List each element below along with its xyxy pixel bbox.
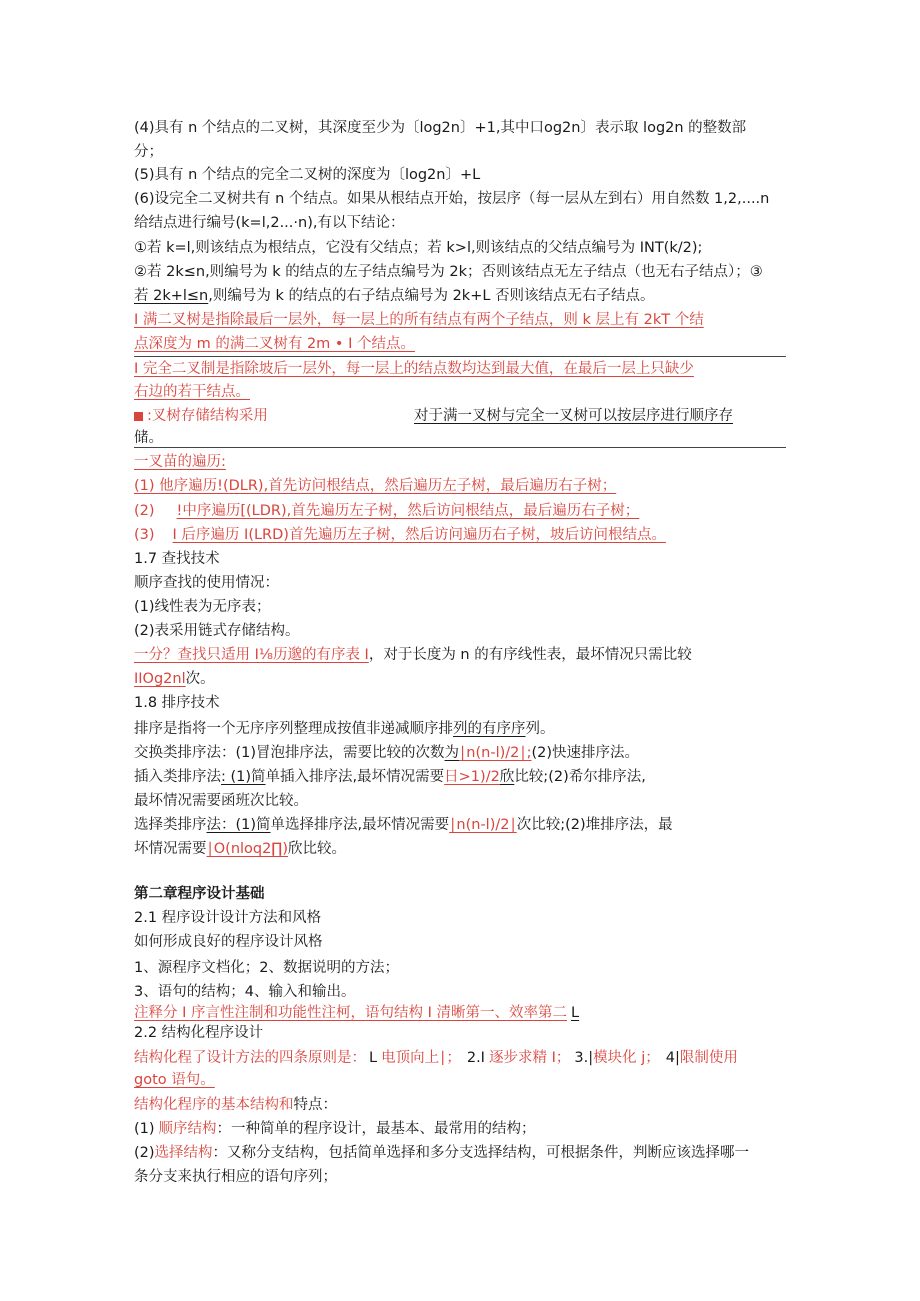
highlighted-line: 一叉苗的遍历: [134,454,226,470]
highlighted-line [134,500,639,522]
highlighted-line: (1) 他序遍历!(DLR),首先访问根结点，然后遍历左子树，最后遍历右子树； [134,478,617,494]
underlined-text: 列的有序序 [453,721,526,737]
highlighted-text: 选择结构 [154,1145,213,1161]
underlined-text: 若 2k+l≤n [134,288,209,304]
highlighted-text: 日>1)/2 [444,769,500,785]
text-span: 排序是指将一个无序序列整理成按值非递减顺序排 [134,721,453,737]
text-line: 如何形成良好的程序设计风格 [134,934,323,950]
divider [134,447,786,448]
text-span: 3.| [574,1050,594,1066]
highlighted-text: ∣n(n-l)∕2∣ [459,745,527,761]
text-line [134,742,639,764]
underlined-text: L [571,1005,580,1021]
highlighted-line: I 满二叉树是指除最后一层外，每一层上的所有结点有两个子结点，则 k 层上有 2kT 个结 [134,312,704,328]
highlighted-text: 结构化程序的基本结构和 [134,1097,294,1113]
text-line: 顺序查找的使用情况： [134,575,279,591]
text-span: (1) [134,1121,155,1137]
text-line [134,718,555,740]
section-heading: 1.8 排序技术 [134,695,220,711]
text-line: 1、源程序文档化；2、数据说明的方法； [134,960,399,976]
text-line: ①若 k=l,则该结点为根结点，它没有父结点；若 k>l,则该结点的父结点编号为 INT(k/2); [134,240,703,256]
text-span: 特点： [293,1097,337,1113]
underlined-text: : (1)简 [221,769,266,785]
highlighted-text: IIOg2nl [134,671,186,687]
highlighted-line: 点深度为 m 的满二叉树有 2m • I 个结点。 [134,336,415,352]
underlined-text: 法：(1)简 [206,817,271,833]
text-line: 给结点进行编号(k=l,2...·n),有以下结论： [134,215,405,231]
text-span: ：一种简单的程序设计，最基本、最常用的结构； [216,1121,536,1137]
text-line [134,838,346,860]
text-line: (6)设完全二叉树共有 n 个结点。如果从根结点开始，按层序（每一层从左到右）用自然数 1,2,....n [134,191,770,207]
text-span: 插入类排序法 [134,769,221,785]
text-span: 列。 [525,721,555,737]
highlighted-text: !中序遍历[(LDR),首先遍历左子树，然后访问根结点，最后遍历右子树； [176,503,640,519]
underlined-text: 为 [444,745,460,761]
text-span: ：又称分支结构，包括简单选择和多分支选择结构，可根据条件，判断应该选择哪一 [212,1145,750,1161]
text-line: ②若 2k≤n,则编号为 k 的结点的左子结点编号为 2k；否则该结点无左子结点（也无右子结点）；③ [134,264,763,280]
text-line [134,1047,738,1069]
highlighted-text: ; [526,745,532,761]
highlighted-text: 一分？查找只适用 I⅛历邈的有序表 I [134,647,369,663]
text-line: 3、语句的结构；4、输入和输出。 [134,984,356,1000]
highlighted-text: 模块化 j； [593,1050,660,1066]
text-line [134,1002,579,1024]
text-line [134,644,692,666]
text-span: 4| [665,1050,680,1066]
highlighted-text: ∣n(n-l)∕2∣ [449,817,517,833]
text-span: ，对于长度为 n 的有序线性表，最坏情况只需比较 [368,647,692,663]
highlighted-text: 逐步求精 I； [488,1050,571,1066]
text-line: 最坏情况需要函班次比较。 [134,793,308,809]
text-line: 储。 [134,430,163,446]
text-span: 次。 [185,671,215,687]
text-span: 2.I [466,1050,485,1066]
text-line [134,405,268,427]
highlighted-text: 顺序结构 [158,1121,217,1137]
divider [134,356,786,357]
text-line: 条分支来执行相应的语句序列； [134,1169,337,1185]
text-span: 选择类排序 [134,817,207,833]
highlighted-text: :叉树存储结构采用 [147,408,268,424]
list-number: (2) [134,503,155,519]
text-line: (5)具有 n 个结点的完全二叉树的深度为〔log2n〕+L [134,167,481,183]
text-line [134,814,673,836]
text-span: 次比较;(2)堆排序法，最 [516,817,673,833]
highlighted-text: ∣O(nloq2∏) [206,841,288,857]
highlighted-line: goto 语句。 [134,1072,215,1088]
section-heading: 2.1 程序设计设计方法和风格 [134,910,322,926]
highlighted-text: 限制使用 [679,1050,738,1066]
highlighted-text: 结构化程了设计方法的四条原则是： [134,1050,366,1066]
text-span: ,则编号为 k 的结点的右子结点编号为 2k+L 否则该结点无右子结点。 [208,288,655,304]
text-line [134,766,646,788]
text-span: 单插入排序法,最坏情况需要 [265,769,445,785]
highlighted-line [134,524,666,546]
text-span: (2)快速排序法。 [531,745,640,761]
text-line [134,285,655,307]
text-line: (1)线性表为无序表； [134,599,271,615]
text-span: 欣比较。 [287,841,346,857]
text-span: L [369,1050,378,1066]
text-line [134,668,215,690]
text-span: (2) [134,1145,155,1161]
list-number: (3) [134,527,155,543]
text-span: 单选择排序法,最坏情况需要 [270,817,450,833]
text-span: 交换类排序法：(1)冒泡排序法，需要比较的次数 [134,745,445,761]
text-span: 坏情况需要 [134,841,207,857]
section-heading: 1.7 查找技术 [134,551,220,567]
section-heading: 2.2 结构化程序设计 [134,1025,264,1041]
bullet-square-icon [134,412,143,421]
text-line: (2)表采用链式存储结构。 [134,623,300,639]
text-line [134,1118,536,1140]
underlined-text: 对于满一叉树与完全一叉树可以按层序进行顺序存 [414,408,733,424]
highlighted-text: I 后序遍历 I(LRD)首先遍历左子树，然后访问遍历右子树，坡后访问根结点。 [172,527,666,543]
highlighted-text: 注释分 I 序言性注制和功能性注柯，语句结构 I 清晰第一、效率第二 [134,1005,567,1021]
highlighted-line: I 完全二叉制是指除坡后一层外，每一层上的结点数均达到最大值，在最后一层上只缺少 [134,361,694,377]
text-line [134,1142,749,1164]
highlighted-text: 电顶向上∣； [381,1050,461,1066]
text-line: 分； [134,144,163,160]
underlined-text: 欣 [499,769,515,785]
text-line: (4)具有 n 个结点的二叉树，其深度至少为〔log2n〕+1,其中口og2n〕表示取 log2n 的整数部 [134,120,747,136]
chapter-heading: 第二章程序设计基础 [134,886,265,902]
highlighted-line: 右边的若干结点。 [134,384,250,400]
text-span: 比较;(2)希尔排序法, [514,769,646,785]
text-line [134,1094,337,1116]
